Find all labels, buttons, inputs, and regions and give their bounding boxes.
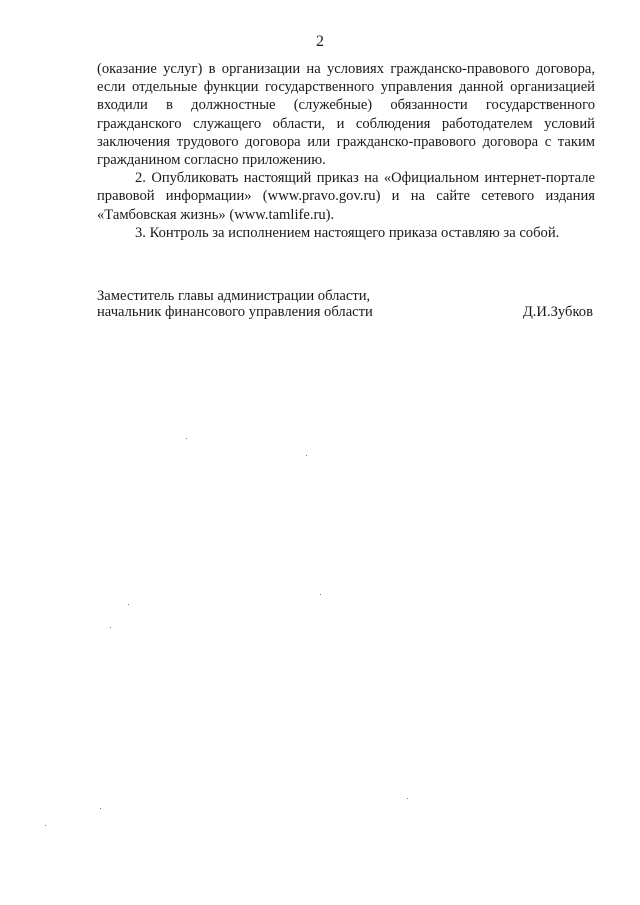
scan-speck xyxy=(320,594,321,595)
paragraph-1-continuation: (оказание услуг) в организации на условиях гражданско-правового договора, если отдельные функции государственного управления данной организацией входили в должностные (служебные) обязанности государственного гражданского служащего области, и соблюдения работодателем условий заключения трудового договора или гражданско-правового договора с таким гражданином согласно приложению. xyxy=(97,61,595,169)
paragraph-2-publication: 2. Опубликовать настоящий приказ на «Официальном интернет-портале правовой информации» (www.pravo.gov.ru) и на сайте сетевого издания «Тамбовская жизнь» (www.tamlife.ru). xyxy=(97,170,595,223)
page-number: 2 xyxy=(316,33,324,50)
scan-speck xyxy=(407,798,408,799)
signatory-name: Д.И.Зубков xyxy=(522,304,593,320)
scan-speck xyxy=(186,438,187,439)
signature-block xyxy=(97,288,595,320)
document-body xyxy=(97,60,595,242)
scan-speck xyxy=(110,627,111,628)
scan-speck xyxy=(128,604,129,605)
scan-speck xyxy=(45,825,46,826)
scan-speck xyxy=(100,808,101,809)
signatory-title-line-2: начальник финансового управления области xyxy=(97,304,373,320)
paragraph-3-control: 3. Контроль за исполнением настоящего приказа оставляю за собой. xyxy=(135,224,560,241)
signatory-title-line-1: Заместитель главы администрации области, xyxy=(97,288,371,304)
scan-speck xyxy=(306,455,307,456)
